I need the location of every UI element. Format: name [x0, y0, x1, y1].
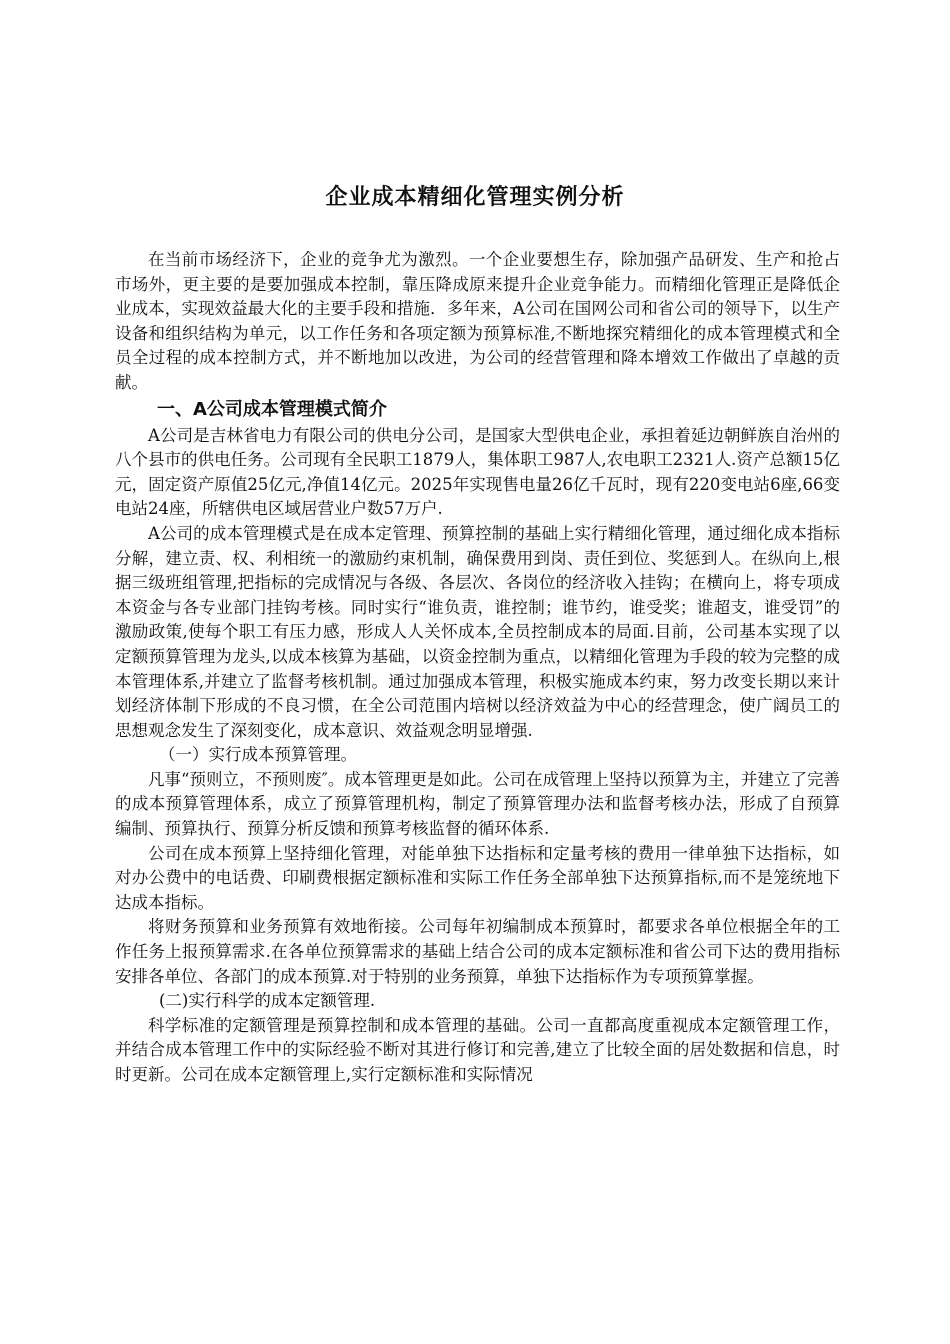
paragraph-quota: 科学标准的定额管理是预算控制和成本管理的基础。公司一直都高度重视成本定额管理工作，并结合成本管理工作中的实际经验不断对其进行修订和完善,建立了比较全面的居处数据和信息，时时更新。公司在成本定额管理上,实行定额标准和实际情况	[115, 1015, 840, 1084]
document-title: 企业成本精细化管理实例分析	[325, 185, 625, 210]
section-heading-1: 一、A公司成本管理模式简介	[157, 398, 387, 420]
paragraph-company-profile: A公司是吉林省电力有限公司的供电分公司，是国家大型供电企业，承担着延边朝鲜族自治州的八个县市的供电任务。公司现有全民职工1879人，集体职工987人,农电职工2321人.资产总额15亿元，固定资产原值25亿元,净值14亿元。2025年实现售电量26亿千瓦时，现有220变电站6座,66变电站24座，所辖供电区域居营业户数57万户.	[115, 425, 840, 519]
paragraph-budget-3: 将财务预算和业务预算有效地衔接。公司每年初编制成本预算时，都要求各单位根据全年的工作任务上报预算需求.在各单位预算需求的基础上结合公司的成本定额标准和省公司下达的费用指标安排各单位、各部门的成本预算.对于特别的业务预算，单独下达指标作为专项预算掌握。	[115, 917, 840, 986]
paragraph-intro: 在当前市场经济下，企业的竞争尤为激烈。一个企业要想生存，除加强产品研发、生产和抢占市场外，更主要的是要加强成本控制，靠压降成原来提升企业竞争能力。而精细化管理正是降低企业成本，实现效益最大化的主要手段和措施．多年来，A公司在国网公司和省公司的领导下，以生产设备和组织结构为单元，以工作任务和各项定额为预算标准,不断地探究精细化的成本管理模式和全员全过程的成本控制方式，并不断地加以改进，为公司的经营管理和降本增效工作做出了卓越的贡献。	[115, 250, 840, 392]
paragraph-budget-1: 凡事“预则立，不预则废″。成本管理更是如此。公司在成管理上坚持以预算为主，并建立了完善的成本预算管理体系，成立了预算管理机构，制定了预算管理办法和监督考核办法，形成了自预算编制、预算执行、预算分析反馈和预算考核监督的循环体系.	[115, 769, 840, 839]
subsection-heading-2: (二)实行科学的成本定额管理.	[159, 991, 376, 1011]
paragraph-cost-model: A公司的成本管理模式是在成本定管理、预算控制的基础上实行精细化管理，通过细化成本指标分解，建立责、权、利相统一的激励约束机制，确保费用到岗、责任到位、奖惩到人。在纵向上,根据三级班组管理,把指标的完成情况与各级、各层次、各岗位的经济收入挂钩；在横向上，将专项成本资金与各专业部门挂钩考核。同时实行“谁负责，谁控制；谁节约，谁受奖；谁超支，谁受罚”的激励政策,使每个职工有压力感，形成人人关怀成本,全员控制成本的局面.目前，公司基本实现了以定额预算管理为龙头,以成本核算为基础，以资金控制为重点，以精细化管理为手段的较为完整的成本管理体系,并建立了监督考核机制。通过加强成本管理，积极实施成本约束，努力改变长期以来计划经济体制下形成的不良习惯，在全公司范围内培树以经济效益为中心的经营理念，使广阔员工的思想观念发生了深刻变化，成本意识、效益观念明显增强.	[115, 523, 840, 740]
document-body	[115, 248, 840, 1088]
paragraph-budget-2: 公司在成本预算上坚持细化管理，对能单独下达指标和定量考核的费用一律单独下达指标，如对办公费中的电话费、印刷费根据定额标准和实际工作任务全部单独下达预算指标,而不是笼统地下达成本指标。	[115, 843, 840, 912]
subsection-heading-1: （一）实行成本预算管理。	[159, 745, 357, 765]
